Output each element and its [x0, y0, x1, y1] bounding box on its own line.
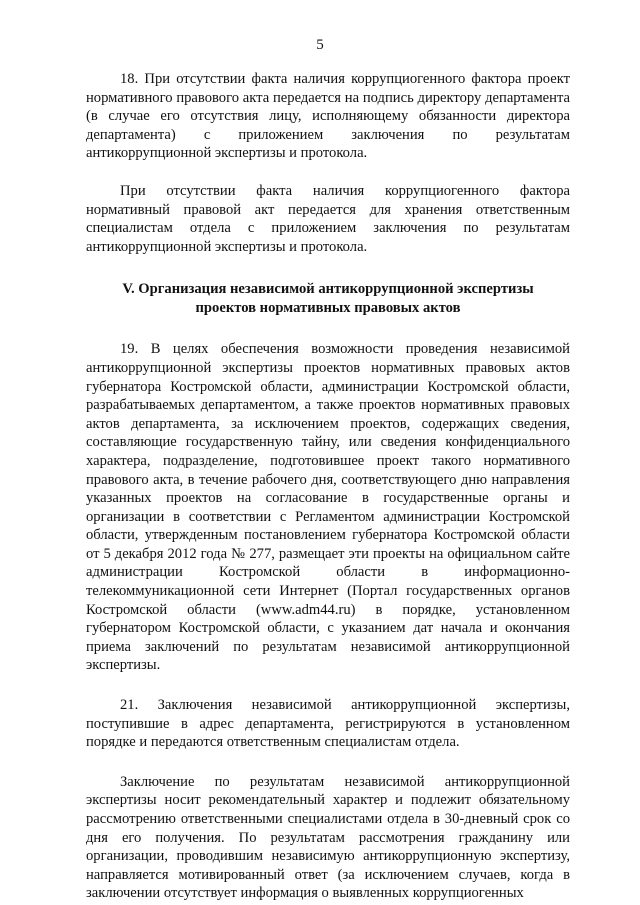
section-heading	[86, 280, 570, 318]
paragraph-19: 19. В целях обеспечения возможности проведения независимой антикоррупционной экспертизы проектов нормативных правовых актов губернатора Костромской области, администрации Костромской области, разрабатываемых департаментом, а также проектов нормативных правовых актов департамента, за исключением проектов, содержащих сведения, составляющие государственную тайну, или сведения конфиденциального характера, подразделение, подготовившее проект такого нормативного правового акта, в течение рабочего дня, соответствующего дню направления указанных проектов на согласование в государственные органы и организации в соответствии с Регламентом администрации Костромской области, утвержденным постановлением губернатора Костромской области от 5 декабря 2012 года № 277, размещает эти проекты на официальном сайте администрации Костромской области в информационно-телекоммуникационной сети Интернет (Портал государственных органов Костромской области (www.adm44.ru) в порядке, установленном губернатором Костромской области, с указанием дат начала и окончания приема заключений по результатам независимой антикоррупционной экспертизы.	[86, 341, 570, 674]
section-heading-line-1: V. Организация независимой антикоррупционной экспертизы	[122, 281, 534, 298]
paragraph-21: 21. Заключения независимой антикоррупционной экспертизы, поступившие в адрес департамента, регистрируются в установленном порядке и передаются ответственным специалистам отдела.	[86, 697, 570, 751]
paragraph-18: 18. При отсутствии факта наличия коррупциогенного фактора проект нормативного правового акта передается на подпись директору департамента (в случае его отсутствия лицу, исполняющему обязанности директора департамента) с приложением заключения по результатам антикоррупционной экспертизы и протокола.	[86, 71, 570, 162]
page-number: 5	[316, 37, 324, 53]
section-heading-line-2: проектов нормативных правовых актов	[195, 300, 461, 317]
paragraph-21-continuation: Заключение по результатам независимой антикоррупционной экспертизы носит рекомендательный характер и подлежит обязательному рассмотрению ответственными специалистами отдела в 30-дневный срок со дня его получения. По результатам рассмотрения гражданину или организации, проводившим независимую антикоррупционную экспертизу, направляется мотивированный ответ (за исключением случаев, когда в заключении отсутствует информация о выявленных коррупциогенных	[86, 773, 570, 902]
document-body	[86, 70, 570, 903]
paragraph-18-continuation: При отсутствии факта наличия коррупциогенного фактора нормативный правовой акт передается для хранения ответственным специалистам отдела с приложением заключения по результатам антикоррупционной экспертизы и протокола.	[86, 182, 570, 255]
